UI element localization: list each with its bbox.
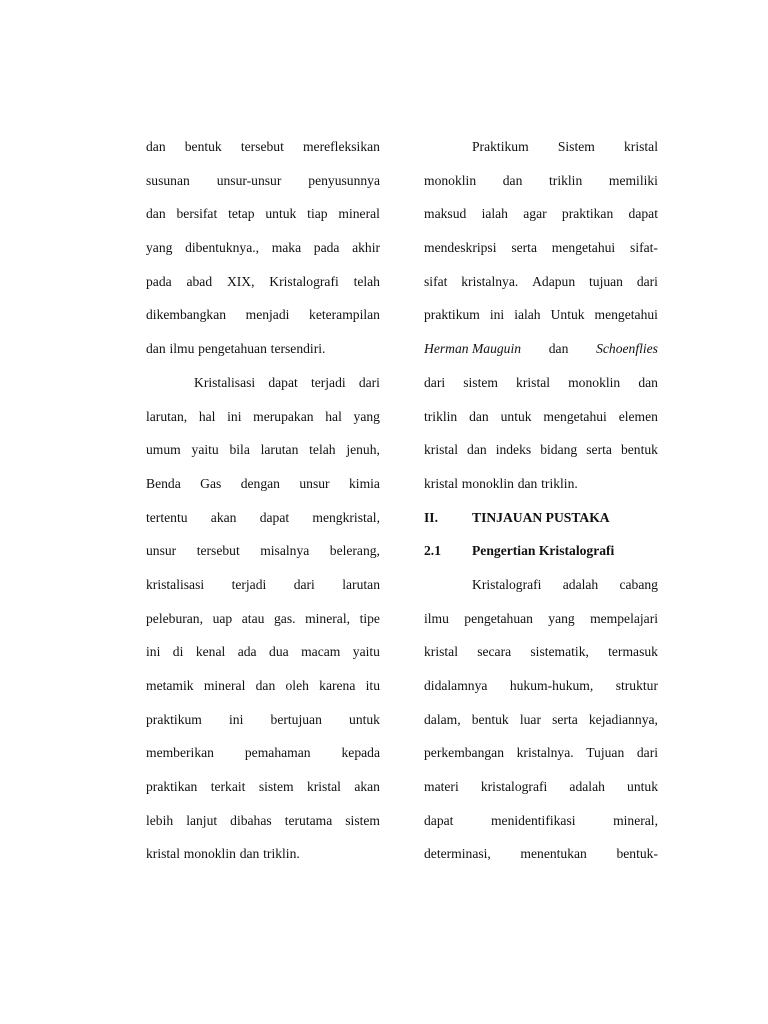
- text-line: pada abad XIX, Kristalografi telah: [146, 273, 380, 289]
- text-line: monoklin dan triklin memiliki: [424, 172, 658, 188]
- text-line: lebih lanjut dibahas terutama sistem: [146, 812, 380, 828]
- text-line: metamik mineral dan oleh karena itu: [146, 678, 380, 693]
- text-line: kristalisasi terjadi dari larutan: [146, 576, 380, 592]
- subsection-number: 2.1: [424, 543, 441, 559]
- text-line: sifat kristalnya. Adapun tujuan dari: [424, 273, 658, 289]
- text-line: unsur tersebut misalnya belerang,: [146, 543, 380, 559]
- subsection-heading: [424, 534, 658, 568]
- text-line: materi kristalografi adalah untuk: [424, 779, 658, 795]
- text-line: kristal dan indeks bidang serta bentuk: [424, 442, 658, 458]
- text-line: praktikum ini ialah Untuk mengetahui: [424, 307, 658, 323]
- text-line: yang dibentuknya., maka pada akhir: [146, 240, 380, 256]
- text-line: tertentu akan dapat mengkristal,: [146, 509, 380, 525]
- text-line: dapat menidentifikasi mineral,: [424, 812, 658, 828]
- text-line: perkembangan kristalnya. Tujuan dari: [424, 745, 658, 761]
- text-line: dan bentuk tersebut merefleksikan: [146, 139, 380, 154]
- text-line: kristal secara sistematik, termasuk: [424, 644, 658, 660]
- text-line: dikembangkan menjadi keterampilan: [146, 307, 380, 323]
- intro-paragraph: [424, 130, 658, 501]
- text-line: praktikum ini bertujuan untuk: [146, 711, 380, 727]
- text-line: mendeskripsi serta mengetahui sifat-: [424, 240, 658, 256]
- subsection-title: Pengertian Kristalografi: [472, 543, 615, 559]
- text-line: dan bersifat tetap untuk tiap mineral: [146, 206, 380, 222]
- text-line: ini di kenal ada dua macam yaitu: [146, 644, 380, 660]
- text-line: dari sistem kristal monoklin dan: [424, 374, 658, 390]
- left-text-column: [146, 130, 380, 871]
- text-line: praktikan terkait sistem kristal akan: [146, 779, 380, 795]
- text-line: susunan unsur-unsur penyusunnya: [146, 172, 380, 188]
- text-line: kristal monoklin dan triklin.: [424, 475, 578, 491]
- text-line: didalamnya hukum-hukum, struktur: [424, 678, 658, 693]
- body-paragraph: [424, 568, 658, 871]
- text-line: kristal monoklin dan triklin.: [146, 846, 300, 862]
- text-line: triklin dan untuk mengetahui elemen: [424, 408, 658, 424]
- section-title: TINJAUAN PUSTAKA: [472, 509, 610, 525]
- text-line: ilmu pengetahuan yang mempelajari: [424, 610, 658, 626]
- italic-term: Schoenflies: [596, 341, 658, 357]
- text-line: memberikan pemahaman kepada: [146, 745, 380, 761]
- text-line: Praktikum Sistem kristal: [472, 139, 658, 154]
- italic-term: Herman Mauguin: [424, 341, 522, 357]
- text-line: dalam, bentuk luar serta kejadiannya,: [424, 711, 658, 727]
- section-heading: [424, 501, 658, 535]
- text-line: larutan, hal ini merupakan hal yang: [146, 408, 380, 424]
- section-number: II.: [424, 509, 438, 525]
- right-text-column: [424, 130, 658, 871]
- text-line: dan ilmu pengetahuan tersendiri.: [146, 341, 326, 357]
- text-line: [424, 332, 658, 366]
- text-line: Kristalografi adalah cabang: [472, 576, 658, 592]
- text-word: dan: [548, 341, 569, 357]
- text-line: Kristalisasi dapat terjadi dari: [194, 374, 380, 390]
- text-line: umum yaitu bila larutan telah jenuh,: [146, 442, 380, 458]
- text-line: maksud ialah agar praktikan dapat: [424, 206, 658, 222]
- text-line: Benda Gas dengan unsur kimia: [146, 475, 380, 491]
- text-line: determinasi, menentukan bentuk-: [424, 846, 658, 862]
- text-line: peleburan, uap atau gas. mineral, tipe: [146, 610, 380, 626]
